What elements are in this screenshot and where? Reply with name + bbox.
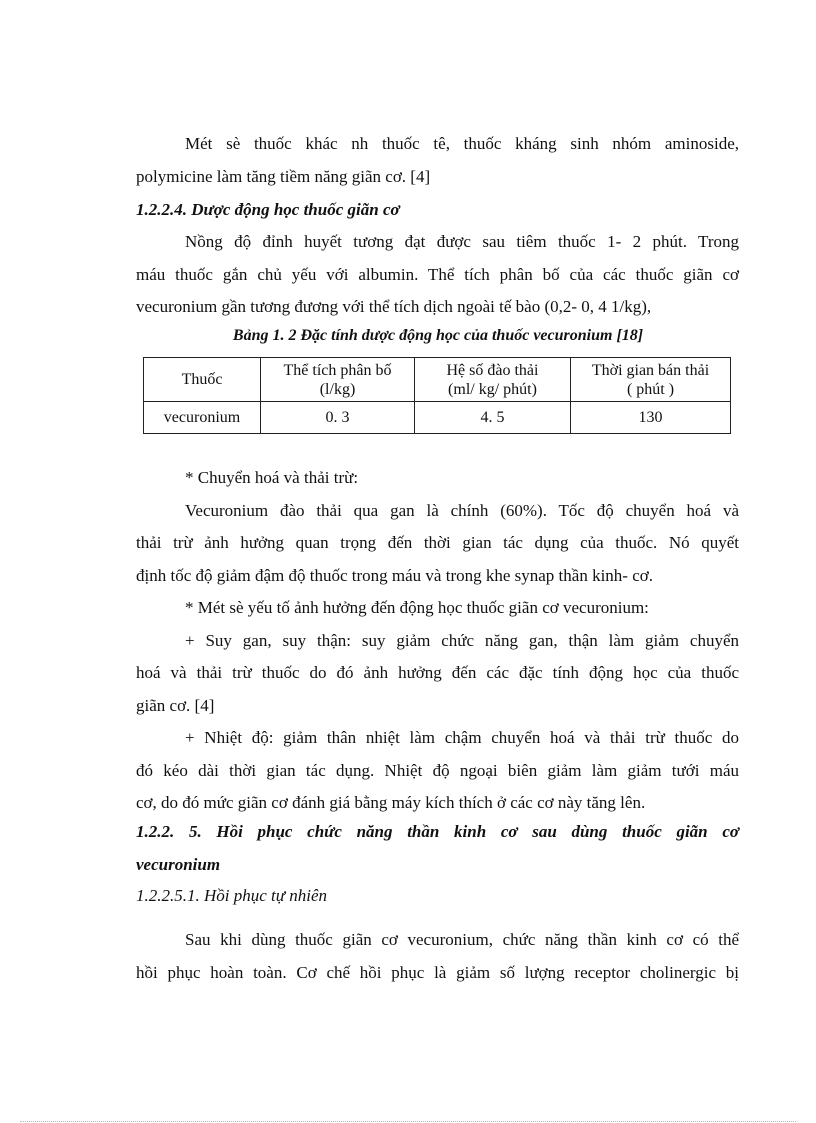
paragraph-other-drugs: [136, 128, 739, 193]
table-header-cell: Hệ số đào thải (ml/ kg/ phút): [415, 358, 571, 402]
section-heading-pharmacokinetics: 1.2.2.4. Dược động học thuốc giãn cơ: [136, 200, 400, 219]
table-caption: Bảng 1. 2 Đặc tính dược động học của thuốc vecuronium [18]: [232, 327, 644, 344]
table-cell: 4. 5: [415, 402, 571, 434]
text-line: vecuronium: [136, 854, 221, 874]
text-line: Sau khi dùng thuốc giãn cơ vecuronium, chức năng thần kinh cơ có thể: [185, 930, 739, 949]
text-line: polymicine làm tăng tiềm năng giãn cơ. [4]: [136, 166, 431, 186]
section-heading-recovery: [136, 816, 739, 881]
subheading-natural-recovery: 1.2.2.5.1. Hồi phục tự nhiên: [136, 886, 328, 905]
text-line: hoá và thải trừ thuốc do đó ảnh hưởng đến các đặc tính động học của thuốc: [136, 663, 739, 682]
text-line: Vecuronium đào thải qua gan là chính (60%). Tốc độ chuyển hoá và: [185, 500, 739, 520]
text-line: * Chuyển hoá và thải trừ:: [185, 468, 359, 487]
text-line: hồi phục hoàn toàn. Cơ chế hồi phục là giảm số lượng receptor cholinergic bị: [136, 962, 739, 982]
table-header-cell: Thời gian bán thải ( phút ): [571, 358, 731, 402]
text-line: đó kéo dài thời gian tác dụng. Nhiệt độ ngoại biên giảm làm giảm tưới máu: [136, 760, 739, 780]
text-line: Nồng độ đỉnh huyết tương đạt được sau tiêm thuốc 1- 2 phút. Trong: [185, 232, 739, 251]
table-cell: 130: [571, 402, 731, 434]
table-row: [144, 402, 731, 434]
text-line: giãn cơ. [4]: [136, 695, 215, 715]
text-line: + Suy gan, suy thận: suy giảm chức năng gan, thận làm giảm chuyển: [185, 630, 739, 650]
text-line: 1.2.2. 5. Hồi phục chức năng thần kinh cơ sau dùng thuốc giãn cơ: [136, 822, 739, 841]
text-line: định tốc độ giảm đậm độ thuốc trong máu và trong khe synap thần kinh- cơ.: [136, 565, 653, 585]
table-cell: 0. 3: [261, 402, 415, 434]
page-bottom-rule: [20, 1121, 796, 1122]
paragraph-plasma-concentration: [136, 226, 739, 324]
text-line: máu thuốc gắn chủ yếu với albumin. Thể tích phân bố của các thuốc giãn cơ: [136, 264, 739, 284]
text-line: vecuronium gần tương đương với thể tích dịch ngoài tế bào (0,2- 0, 4 1/kg),: [136, 297, 652, 316]
text-line: thải trừ ảnh hưởng quan trọng đến thời gian tác dụng của thuốc. Nó quyết: [136, 533, 739, 552]
table-header-row: [144, 358, 731, 402]
text-line: * Mét sè yếu tố ảnh hưởng đến động học thuốc giãn cơ vecuronium:: [185, 598, 649, 617]
text-line: cơ, do đó mức giãn cơ đánh giá bằng máy kích thích ở các cơ này tăng lên.: [136, 793, 646, 812]
table-header-cell: Thuốc: [144, 358, 261, 402]
text-line: Mét sè thuốc khác nh thuốc tê, thuốc kháng sinh nhóm aminoside,: [185, 134, 739, 153]
paragraph-recovery: [136, 924, 739, 989]
paragraph-metabolism: [136, 462, 739, 820]
table-header-cell: Thể tích phân bố (l/kg): [261, 358, 415, 402]
pharmacokinetics-table: [143, 357, 731, 434]
table-cell: vecuronium: [144, 402, 261, 434]
text-line: + Nhiệt độ: giảm thân nhiệt làm chậm chuyển hoá và thải trừ thuốc do: [185, 728, 739, 747]
